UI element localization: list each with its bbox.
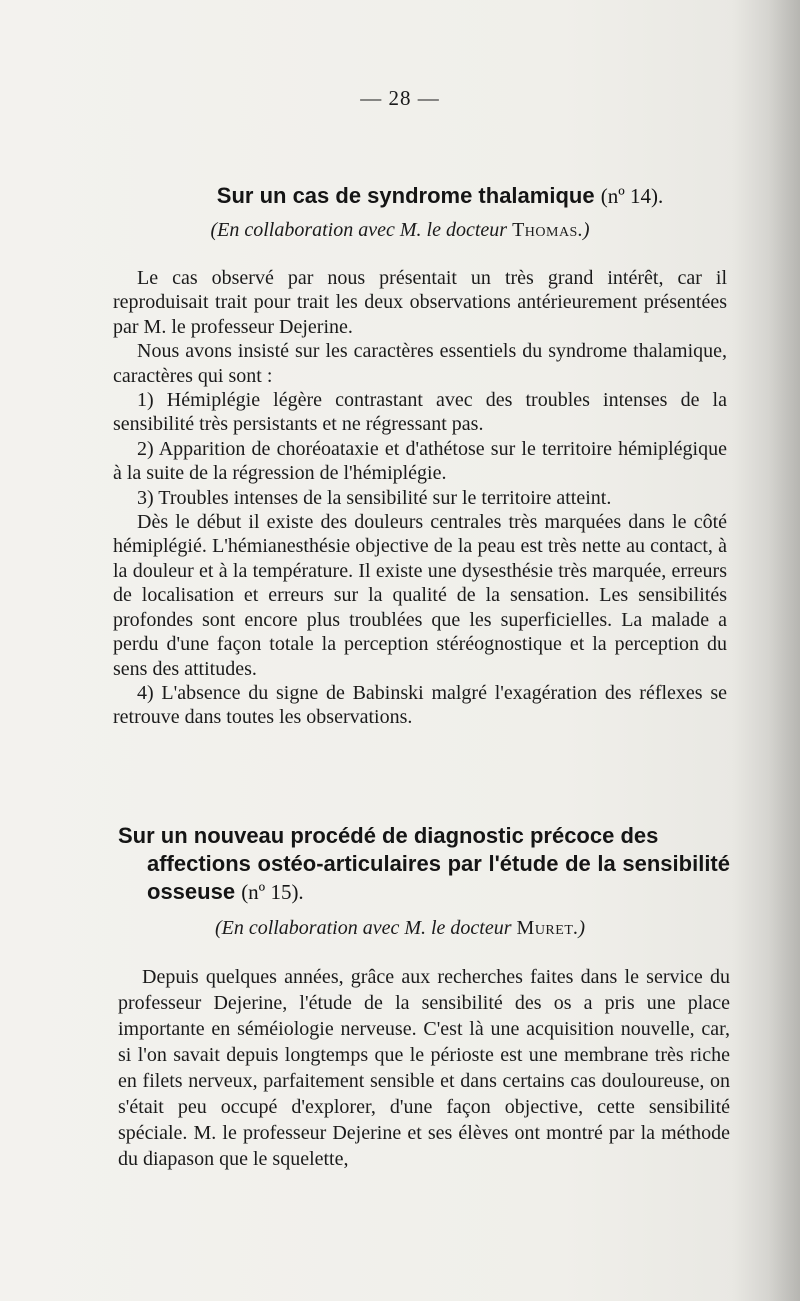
section2-number: (nº 15). xyxy=(241,880,304,904)
section1-collab-prefix: (En collaboration avec M. le docteur xyxy=(210,219,508,241)
section1-body xyxy=(113,266,727,730)
section1-paragraph-3: 1) Hémiplégie légère contrastant avec des troubles intenses de la sensibilité très persistants et ne régressant pas. xyxy=(113,389,727,436)
section2-collab-name: Muret xyxy=(516,917,574,939)
section1-title-text: Sur un cas de syndrome thalamique xyxy=(216,183,595,208)
section2-collab-prefix: (En collaboration avec M. le docteur xyxy=(214,917,512,939)
section2-collab-suffix: .) xyxy=(573,917,586,939)
section1-collab-suffix: .) xyxy=(577,219,590,241)
section1-title xyxy=(120,183,760,209)
section1-paragraph-1: Le cas observé par nous présentait un très grand intérêt, car il reproduisait trait pour trait les deux observations antérieurement présentées par M. le professeur Dejerine. xyxy=(113,267,727,338)
page-number: — 28 — xyxy=(360,86,440,110)
section2-title-line2: affections ostéo-articulaires par l'étude de la sensibilité osseuse xyxy=(147,851,730,904)
section1-collaboration xyxy=(0,219,800,242)
section1-collab-name: Thomas xyxy=(512,219,578,241)
section1-paragraph-5: 3) Troubles intenses de la sensibilité sur le territoire atteint. xyxy=(137,486,612,509)
section2-collaboration xyxy=(0,917,800,940)
section1-number: (nº 14). xyxy=(600,184,664,208)
section1-paragraph-7: 4) L'absence du signe de Babinski malgré l'exagération des réflexes se retrouve dans toutes les observations. xyxy=(113,681,727,729)
section1-paragraph-2: Nous avons insisté sur les caractères essentiels du syndrome thalamique, caractères qui sont : xyxy=(113,340,727,387)
section2-body xyxy=(118,964,730,1172)
section1-paragraph-4: 2) Apparition de choréoataxie et d'athétose sur le territoire hémiplégique à la suite de la régression de l'hémiplégie. xyxy=(113,437,727,485)
section2-paragraph-1: Depuis quelques années, grâce aux recherches faites dans le service du professeur Dejerine, l'étude de la sensibilité des os a pris une place importante en séméiologie nerveuse. C'est là une acquisition nouvelle, car, si l'on savait depuis longtemps que le périoste est une membrane très riche en filets nerveux, parfaitement sensible et dans certains cas douloureuse, on s'était peu occupé d'explorer, d'une façon objective, cette sensibilité spéciale. M. le professeur Dejerine et ses élèves ont montré par la méthode du diapason que le squelette, xyxy=(118,966,730,1170)
section2-title xyxy=(118,822,730,906)
section2-title-line1: Sur un nouveau procédé de diagnostic précoce des xyxy=(118,823,659,848)
section2-title-line2-wrap xyxy=(118,850,730,906)
section1-paragraph-6: Dès le début il existe des douleurs centrales très marquées dans le côté hémiplégié. L'hémianesthésie objective de la peau est très nette au contact, à la douleur et à la température. Il existe une dysesthésie très marquée, erreurs de localisation et erreurs sur la qualité de la sensation. Les sensibilités profondes sont encore plus troublées que les superficielles. La malade a perdu d'une façon totale la perception stéréognostique et la perception du sens des attitudes. xyxy=(113,511,727,680)
